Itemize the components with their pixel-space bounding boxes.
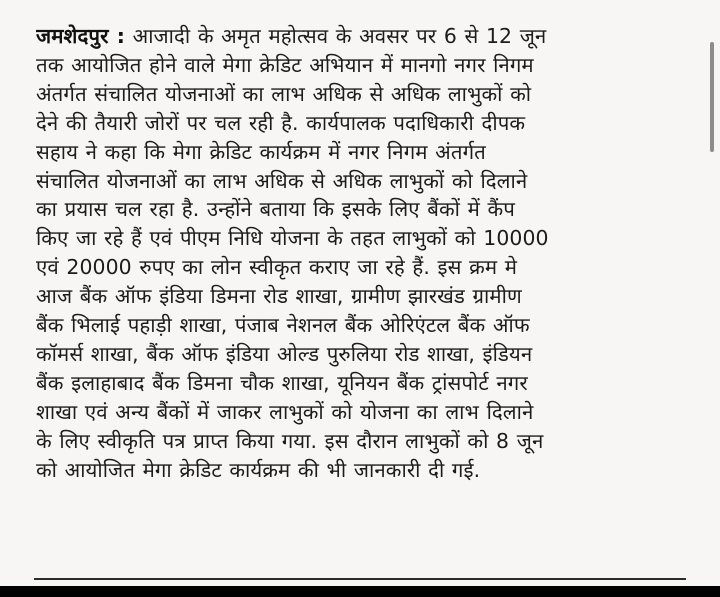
article-line-8: किए जा रहे हैं एवं पीएम निधि योजना के तहत लाभुकों को 10000 [36,226,549,251]
article-line-4: देने की तैयारी जोरों पर चल रही है. कार्यपालक पदाधिकारी दीपक [36,110,526,135]
article-line-15: के लिए स्वीकृति पत्र प्राप्त किया गया. इस दौरान लाभुकों को 8 जून [36,428,544,453]
dateline: जमशेदपुर : [36,24,125,48]
article-line-1-text: आजादी के अमृत महोत्सव के अवसर पर 6 से 12 जून [125,24,547,48]
article-line-9: एवं 20000 रुपए का लोन स्वीकृत कराए जा रहे हैं. इस क्रम मे [36,255,517,280]
news-article [36,22,688,485]
article-divider [34,578,686,580]
article-line-2: तक आयोजित होने वाले मेगा क्रेडिट अभियान में मानगो नगर निगम [36,52,534,77]
article-line-6: संचालित योजनाओं का लाभ अधिक से अधिक लाभुकों को दिलाने [36,168,528,193]
article-line-14: शाखा एवं अन्य बैंकों में जाकर लाभुकों को योजना का लाभ दिलाने [36,399,534,424]
scrollbar-thumb[interactable] [710,42,714,152]
article-line-12: कॉमर्स शाखा, बैंक ऑफ इंडिया ओल्ड पुरुलिया रोड शाखा, इंडियन [36,341,533,366]
article-line-1 [36,22,688,51]
article-line-13: बैंक इलाहाबाद बैंक डिमना चौक शाखा, यूनियन बैंक ट्रांसपोर्ट नगर [36,370,528,395]
article-line-11: बैंक भिलाई पहाड़ी शाखा, पंजाब नेशनल बैंक ओरिएंटल बैंक ऑफ [36,313,530,338]
article-line-5: सहाय ने कहा कि मेगा क्रेडिट कार्यक्रम में नगर निगम अंतर्गत [36,139,486,164]
article-line-7: का प्रयास चल रहा है. उन्होंने बताया कि इसके लिए बैंकों में कैंप [36,197,515,222]
article-line-16: को आयोजित मेगा क्रेडिट कार्यक्रम की भी जानकारी दी गई. [36,457,481,482]
article-line-10: आज बैंक ऑफ इंडिया डिमना रोड शाखा, ग्रामीण झारखंड ग्रामीण [36,284,522,309]
bottom-bar [0,586,720,597]
article-line-3: अंतर्गत संचालित योजनाओं का लाभ अधिक से अधिक लाभुकों को [36,81,532,106]
